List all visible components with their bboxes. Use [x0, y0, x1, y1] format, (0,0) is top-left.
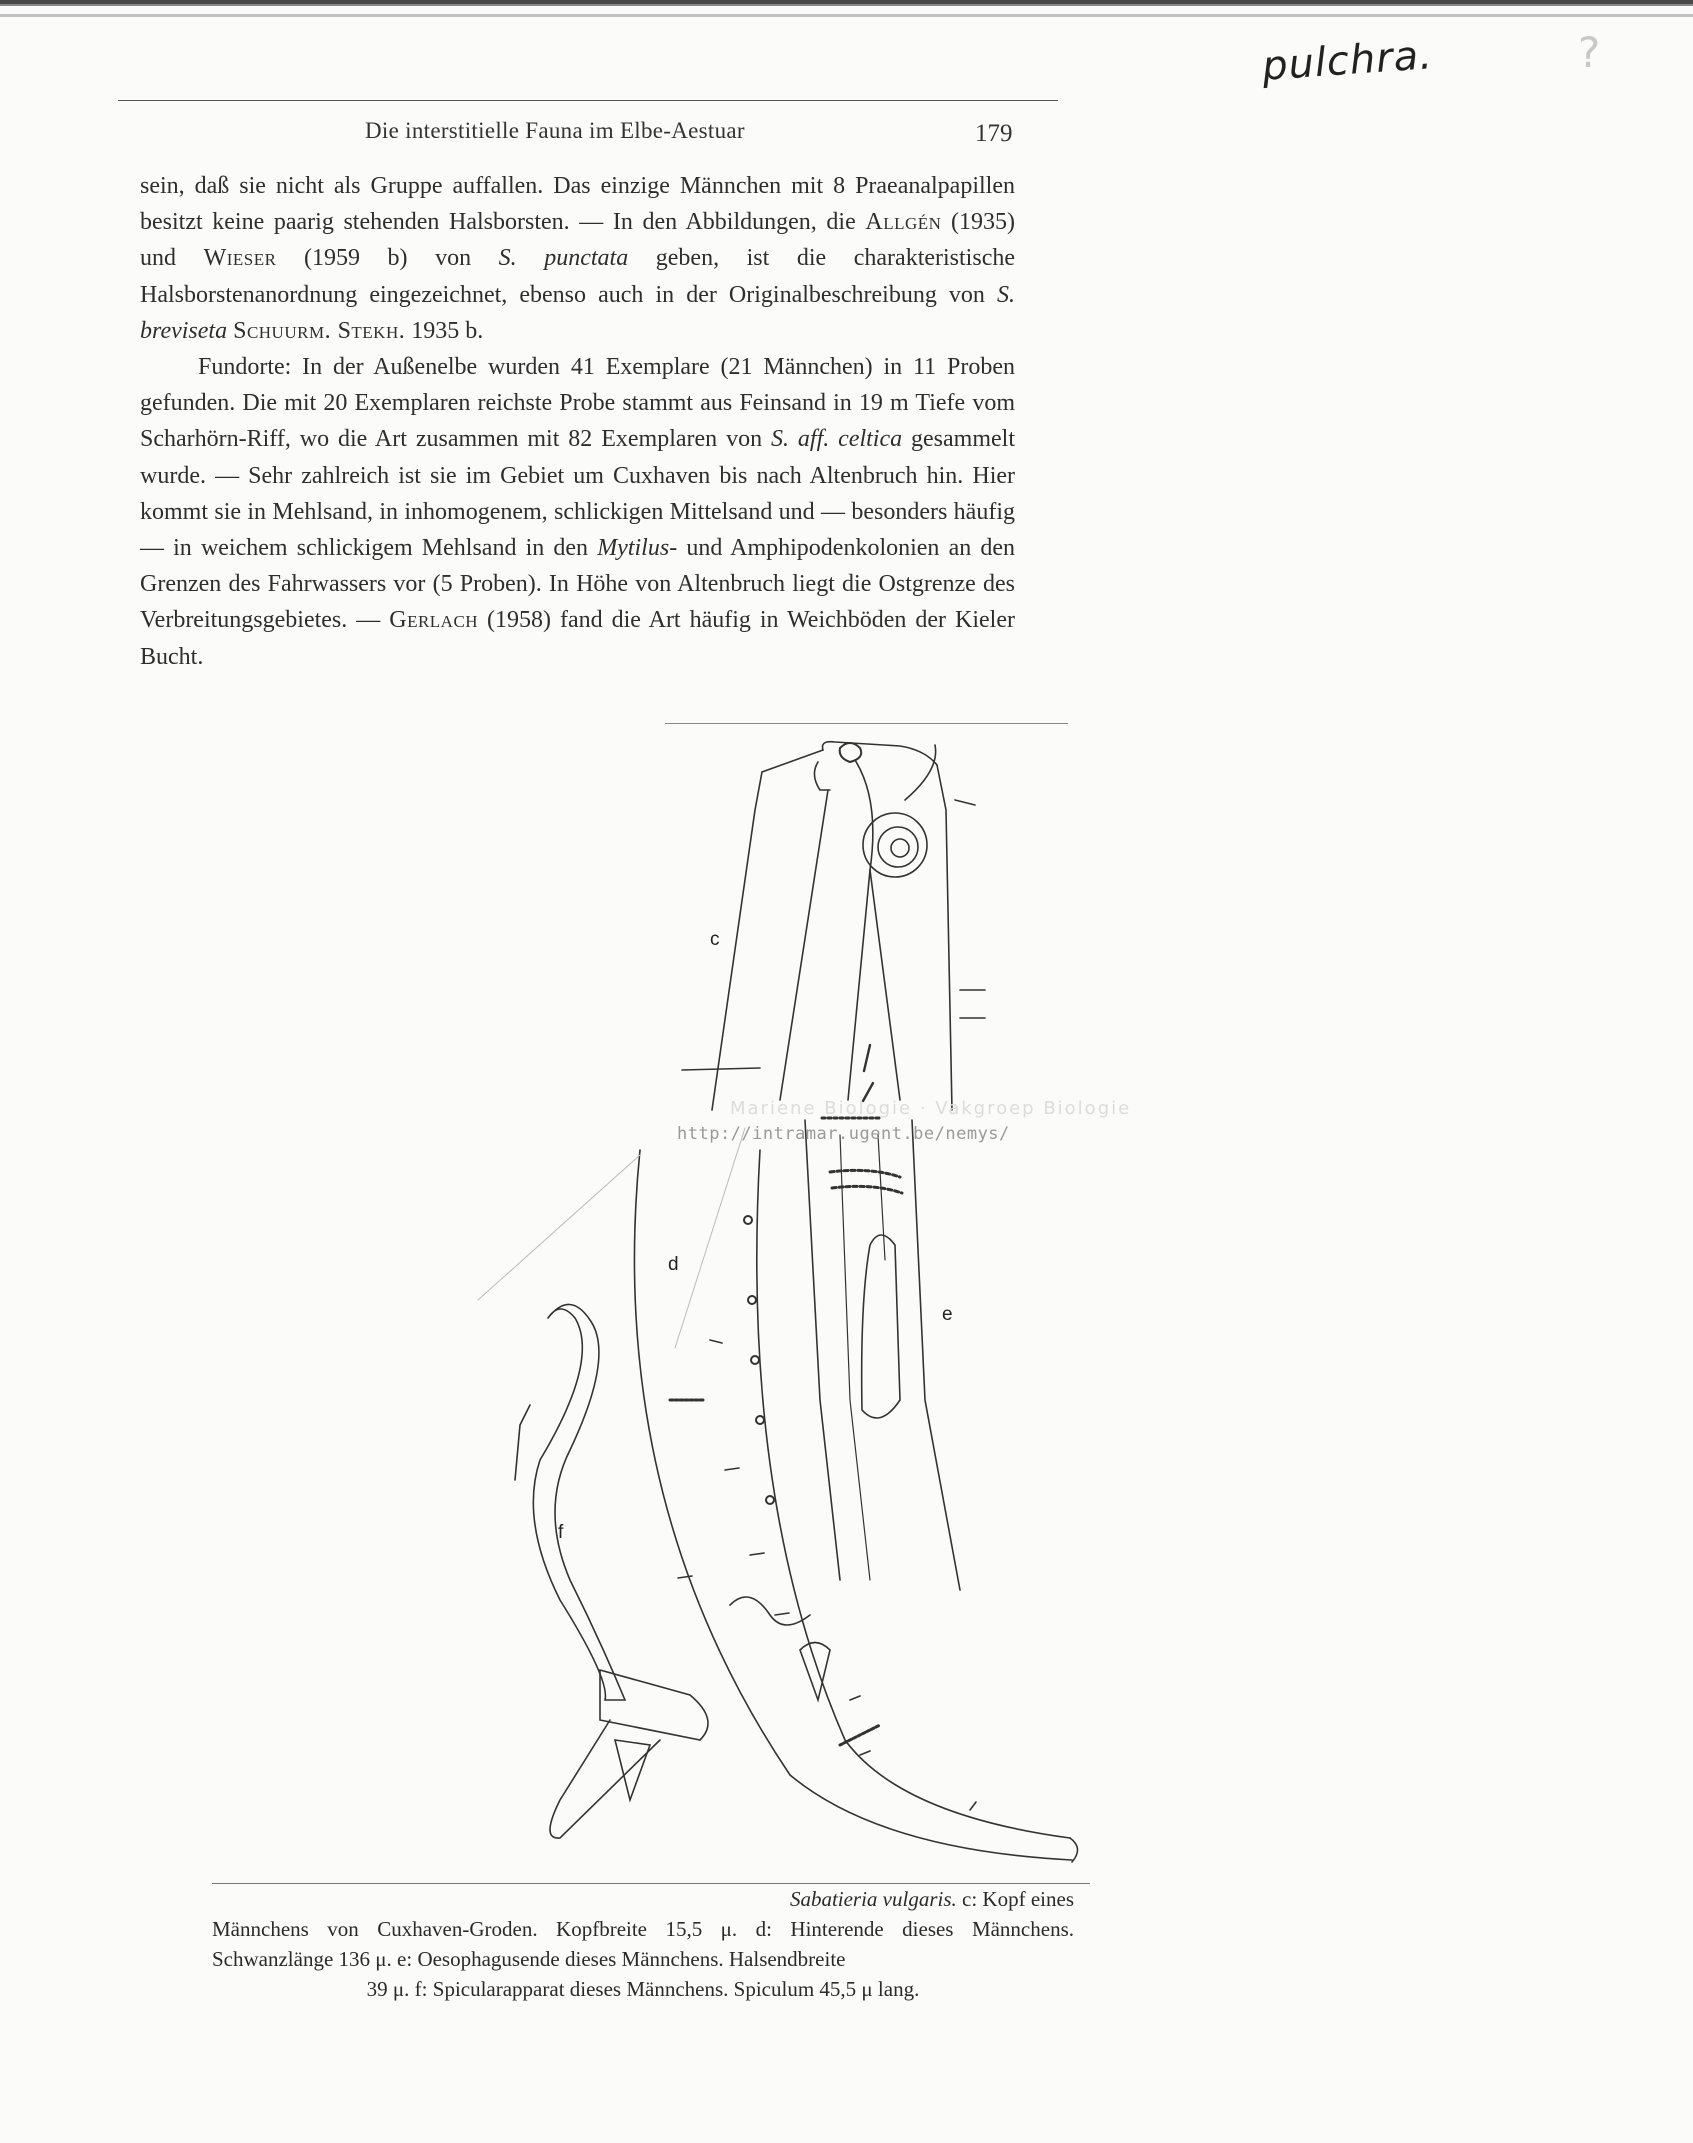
figure-caption	[212, 1884, 1074, 2004]
page-number: 179	[975, 120, 1013, 147]
paragraph-2: Fundorte: In der Außenelbe wurden 41 Exemplare (21 Männchen) in 11 Proben gefunden. Die mit 20 Exemplaren reichste Probe stammt aus Feinsand in 19 m Tiefe vom Scharhörn-Riff, wo die Art zusammen mit 82 Exemplaren von S. aff. celtica gesammelt wurde. — Sehr zahlreich ist sie im Gebiet um Cuxhaven bis nach Altenbruch hin. Hier kommt sie in Mehlsand, in inhomogenem, schlickigen Mittelsand und — besonders häufig — in weichem schlickigem Mehlsand in den Mytilus- und Amphipodenkolonien an den Grenzen des Fahrwassers vor (5 Proben). In Höhe von Altenbruch liegt die Ostgrenze des Verbreitungsgebietes. — Gerlach (1958) fand die Art häufig in Weichböden der Kieler Bucht.	[140, 354, 1016, 670]
running-title: Die interstitielle Fauna im Elbe-Aestuar	[365, 118, 745, 143]
caption-first-line: Sabatieria vulgaris. c: Kopf eines	[789, 1887, 1074, 1911]
nematode-figure	[440, 728, 1100, 1878]
drawing-d-posterior	[478, 1150, 1078, 1862]
drawing-e-oesophagus	[805, 1120, 960, 1590]
caption-body: Männchens von Cuxhaven-Groden. Kopfbreite 15,5 μ. d: Hinterende dieses Männchens. Schwanzlänge 136 μ. e: Oesophagusende dieses Männchens. Halsendbreite	[212, 1917, 1074, 1971]
figure-label-c: c	[710, 929, 720, 950]
figure-label-e: e	[942, 1304, 953, 1325]
scan-shadow	[0, 14, 1693, 17]
figure-label-f: f	[558, 1522, 564, 1543]
figure-top-rule	[665, 723, 1068, 724]
corner-mark: ?	[1578, 28, 1601, 77]
figure-url: http://intramar.ugent.be/nemys/	[677, 1124, 1010, 1144]
paragraph-1: sein, daß sie nicht als Gruppe auffallen. Das einzige Männchen mit 8 Praeanalpapillen besitzt keine paarig stehenden Halsborsten. — In den Abbildungen, die Allgén (1935) und Wieser (1959 b) von S. punctata geben, ist die charakteristische Halsborstenanordnung eingezeichnet, ebenso auch in der Originalbeschreibung von S. breviseta Schuurm. Stekh. 1935 b.	[140, 173, 1016, 344]
header-rule	[118, 100, 1058, 101]
caption-species: Sabatieria vulgaris.	[789, 1887, 957, 1911]
drawing-f-spiculum	[515, 1304, 708, 1838]
figure-label-d: d	[668, 1254, 679, 1275]
caption-last-line: 39 μ. f: Spicularapparat dieses Männchens. Spiculum 45,5 μ lang.	[366, 1977, 920, 2001]
watermark: Mariene Biologie · Vakgroep Biologie	[730, 1098, 1132, 1119]
drawing-c-head	[675, 742, 985, 1348]
handwritten-note: pulchra.	[1260, 32, 1435, 90]
body-text	[140, 168, 1015, 675]
